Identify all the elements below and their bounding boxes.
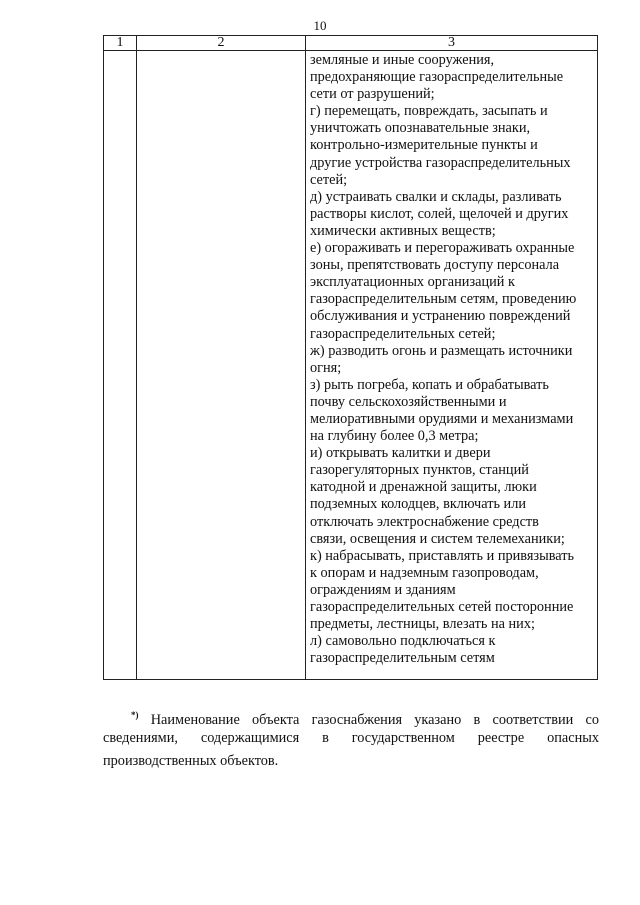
table-cell-col2 (137, 51, 306, 680)
text-line: мелиоративными орудиями и механизмами (310, 410, 574, 427)
prohibitions-text (306, 51, 597, 667)
text-line: химически активных веществ; (310, 222, 496, 239)
table-row (104, 51, 598, 680)
text-line: почву сельскохозяйственными и (310, 393, 507, 410)
text-line: к) набрасывать, приставлять и привязывать (310, 547, 575, 564)
text-line: земляные и иные сооружения, (310, 52, 495, 68)
text-line: ж) разводить огонь и размещать источники (310, 342, 573, 359)
page-number: 10 (313, 18, 327, 33)
text-line: газораспределительных сетей; (310, 325, 496, 342)
text-line: на глубину более 0,3 метра; (310, 428, 479, 445)
text-line: газорегуляторных пунктов, станций (310, 462, 529, 479)
text-line: контрольно-измерительные пункты и (310, 137, 538, 154)
text-line: сети от разрушений; (310, 86, 435, 103)
text-line: газораспределительным сетям, проведению (310, 291, 577, 308)
footnote-marker: *) (131, 710, 139, 720)
text-line: катодной и дренажной защиты, люки (310, 479, 537, 496)
text-line: отключать электроснабжение средств (310, 513, 539, 530)
footnote (103, 704, 599, 773)
column-header-3: 3 (306, 36, 598, 51)
table-cell-col1 (104, 51, 137, 680)
text-line: уничтожать опознавательные знаки, (310, 120, 531, 137)
text-line: огня; (310, 359, 342, 376)
document-table (103, 35, 598, 680)
text-line: другие устройства газораспределительных (310, 154, 571, 171)
text-line: л) самовольно подключаться к (310, 633, 496, 650)
footnote-text: Наименование объекта газоснабжения указано в соответствии со (150, 712, 599, 728)
text-line: газораспределительных сетей посторонние (310, 599, 574, 615)
column-header-2: 2 (137, 36, 306, 51)
text-line: предохраняющие газораспределительные (310, 69, 564, 86)
text-line: ограждениям и зданиям (310, 581, 456, 598)
text-line: эксплуатационных организаций к (310, 274, 515, 291)
text-line: подземных колодцев, включать или (310, 496, 526, 513)
text-line: связи, освещения и систем телемеханики; (310, 530, 565, 547)
text-line: и) открывать калитки и двери (310, 445, 491, 462)
column-header-1: 1 (104, 36, 137, 51)
table-cell-col3 (306, 51, 598, 680)
text-line: сетей; (310, 171, 348, 188)
text-line: г) перемещать, повреждать, засыпать и (310, 103, 548, 120)
table-header-row (104, 36, 598, 51)
footnote-line (103, 704, 599, 727)
text-line: д) устраивать свалки и склады, разливать (310, 188, 562, 205)
text-line: е) огораживать и перегораживать охранные (310, 240, 575, 257)
footnote-line: производственных объектов. (103, 753, 279, 769)
footnote-line: сведениями, содержащимися в государственном реестре опасных (103, 730, 599, 746)
text-line: к опорам и надземным газопроводам, (310, 564, 539, 581)
text-line: зоны, препятствовать доступу персонала (310, 257, 560, 274)
text-line: предметы, лестницы, влезать на них; (310, 616, 535, 633)
text-line: з) рыть погреба, копать и обрабатывать (310, 376, 549, 393)
text-line: обслуживания и устранению повреждений (310, 308, 571, 325)
text-line: растворы кислот, солей, щелочей и других (310, 205, 569, 222)
text-line: газораспределительным сетям (310, 650, 495, 667)
